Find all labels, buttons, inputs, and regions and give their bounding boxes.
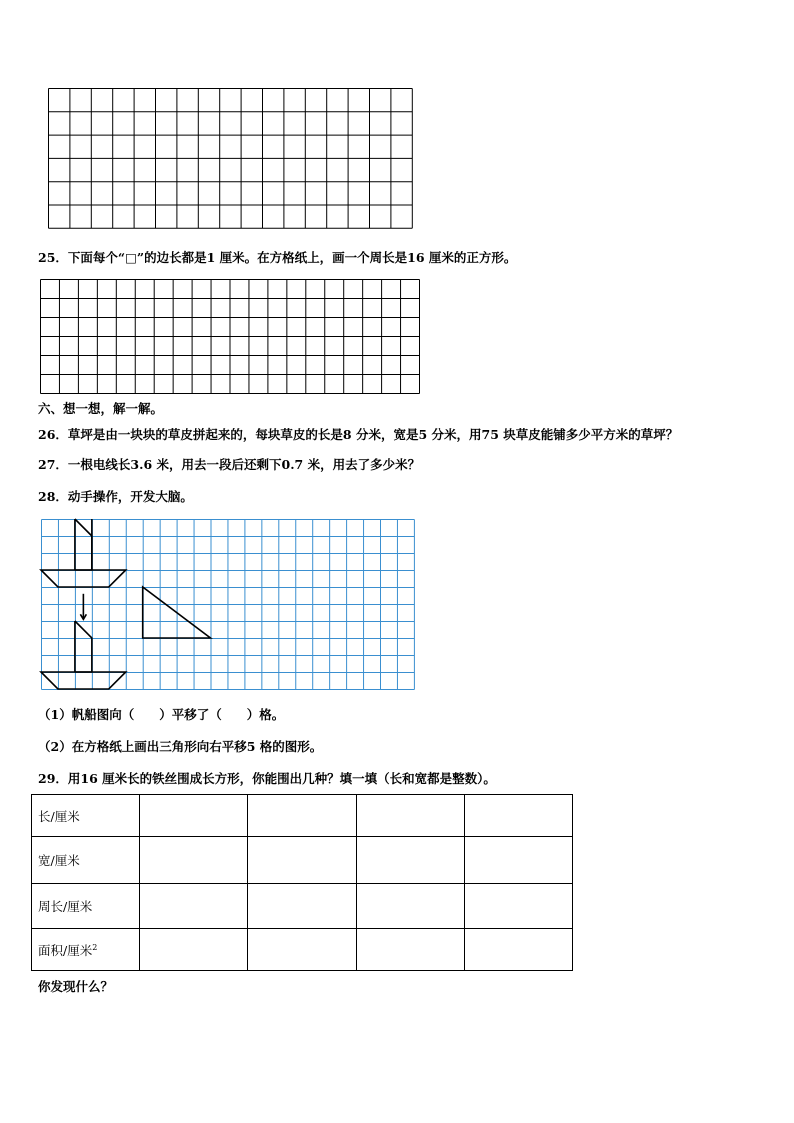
row-header-length: 长/厘米 <box>32 795 140 837</box>
q28-sub2: （2）在方格纸上画出三角形向右平移5 格的图形。 <box>38 739 323 754</box>
question-number: 26． <box>38 427 68 442</box>
question-text: 动手操作，开发大脑。 <box>67 489 193 504</box>
question-25 <box>38 250 516 266</box>
question-number: 29． <box>38 771 68 786</box>
question-text: 一根电线长3.6 米，用去一段后还剩下0.7 米，用去了多少米？ <box>67 457 421 472</box>
table-cell[interactable] <box>140 884 248 929</box>
q28-blue-grid <box>41 519 415 690</box>
table-cell[interactable] <box>248 884 356 929</box>
question-26 <box>38 427 678 443</box>
table-row <box>32 795 573 837</box>
row-header-width: 宽/厘米 <box>32 837 140 884</box>
table-cell[interactable] <box>464 837 572 884</box>
table-cell[interactable] <box>248 837 356 884</box>
question-28 <box>38 489 193 505</box>
table-cell[interactable] <box>356 795 464 837</box>
table-cell[interactable] <box>248 929 356 971</box>
q29-footer: 你发现什么？ <box>38 979 114 994</box>
table-cell[interactable] <box>356 837 464 884</box>
table-row <box>32 929 573 971</box>
section-6-heading: 六、想一想，解一解。 <box>38 401 164 416</box>
area-superscript: 2 <box>92 942 98 952</box>
sailboat-top-hull <box>41 570 126 587</box>
table-cell[interactable] <box>464 929 572 971</box>
question-number: 25． <box>38 250 68 265</box>
question-text: 下面每个“□”的边长都是1 厘米。在方格纸上，画一个周长是16 厘米的正方形。 <box>67 250 517 265</box>
table-row <box>32 837 573 884</box>
table-cell[interactable] <box>356 929 464 971</box>
question-number: 28． <box>38 489 68 504</box>
area-label: 面积/厘米 <box>38 942 93 958</box>
sailboat-bottom-sail <box>75 621 92 672</box>
rectangle-table <box>31 794 573 971</box>
sailboat-top-sail <box>75 519 92 570</box>
table-cell[interactable] <box>140 929 248 971</box>
table-cell[interactable] <box>464 795 572 837</box>
question-text: 用16 厘米长的铁丝围成长方形，你能围出几种？填一填（长和宽都是整数）。 <box>67 771 496 786</box>
table-cell[interactable] <box>140 795 248 837</box>
question-27 <box>38 457 420 473</box>
table-cell[interactable] <box>248 795 356 837</box>
row-header-area <box>32 929 140 971</box>
table-cell[interactable] <box>464 884 572 929</box>
question-29 <box>38 771 496 787</box>
question-number: 27． <box>38 457 68 472</box>
sailboat-bottom-hull <box>41 672 126 689</box>
top-grid <box>48 88 412 230</box>
table-row <box>32 884 573 929</box>
question-text: 草坪是由一块块的草皮拼起来的，每块草皮的长是8 分米，宽是5 分米，用75 块草皮能铺多少平方米的草坪？ <box>67 427 679 442</box>
table-cell[interactable] <box>140 837 248 884</box>
q25-grid <box>40 279 420 394</box>
table-cell[interactable] <box>356 884 464 929</box>
row-header-perimeter: 周长/厘米 <box>32 884 140 929</box>
q28-sub1: （1）帆船图向（ ）平移了（ ）格。 <box>38 707 285 722</box>
